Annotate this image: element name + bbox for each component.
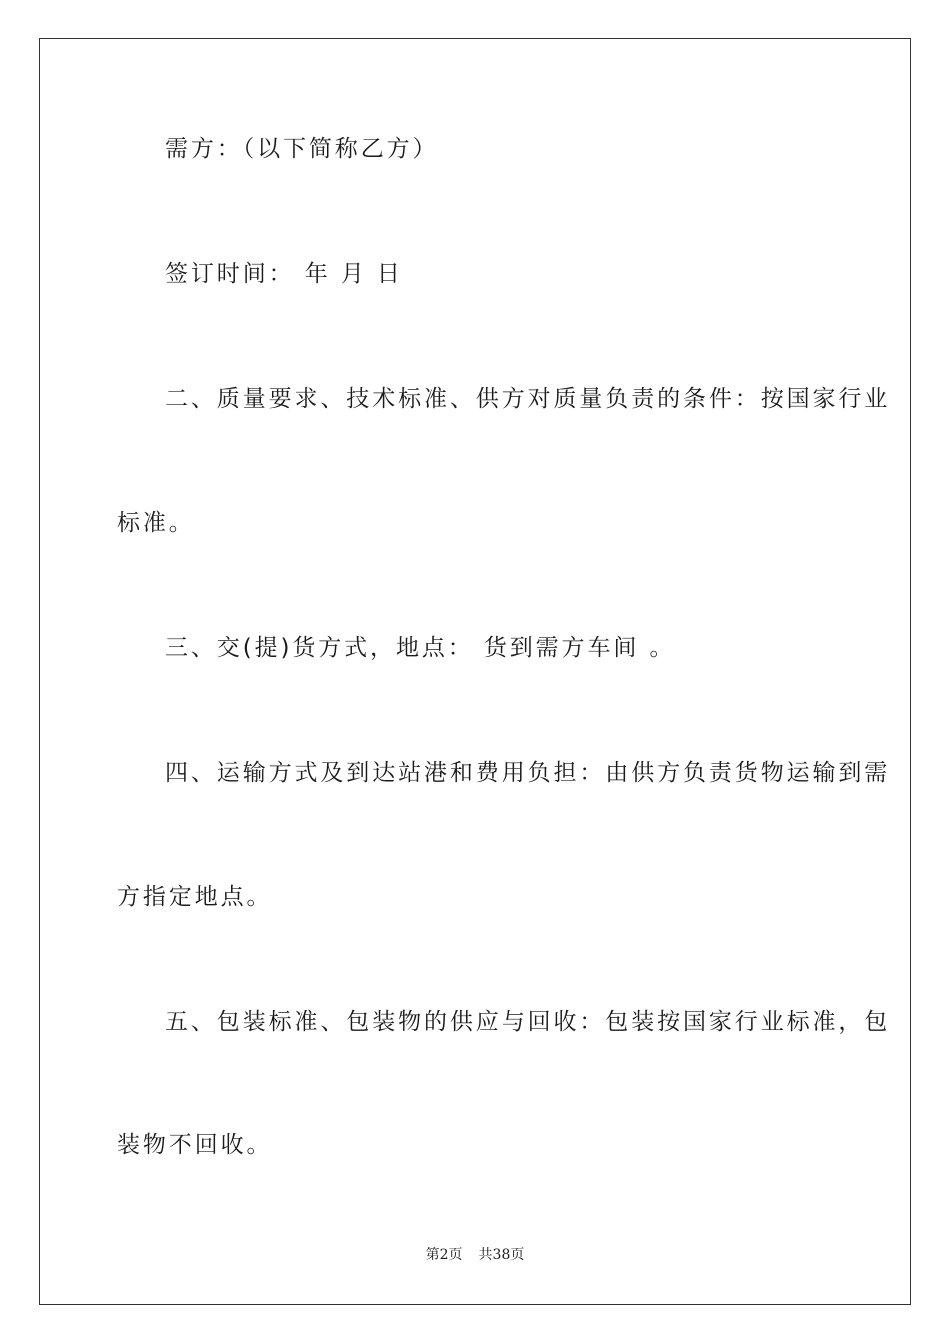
page-total: 共38页 xyxy=(478,1247,525,1263)
page-footer xyxy=(0,1246,950,1264)
signing-date-line: 签订时间： 年 月 日 xyxy=(165,261,403,287)
clause-4-line-2: 方指定地点。 xyxy=(117,884,273,910)
page-border xyxy=(39,38,911,1305)
clause-5-line-1: 五、包装标准、包装物的供应与回收：包装按国家行业标准，包 xyxy=(165,1009,891,1035)
clause-4-line-1: 四、运输方式及到达站港和费用负担：由供方负责货物运输到需 xyxy=(165,760,891,786)
buyer-line: 需方：（以下简称乙方） xyxy=(165,136,439,162)
page-number: 第2页 xyxy=(425,1247,463,1263)
clause-5-line-2: 装物不回收。 xyxy=(117,1132,273,1158)
clause-3-line: 三、交(提)货方式，地点： 货到需方车间 。 xyxy=(165,635,676,661)
clause-2-line-2: 标准。 xyxy=(117,510,195,536)
clause-2-line-1: 二、质量要求、技术标准、供方对质量负责的条件：按国家行业 xyxy=(165,386,891,412)
